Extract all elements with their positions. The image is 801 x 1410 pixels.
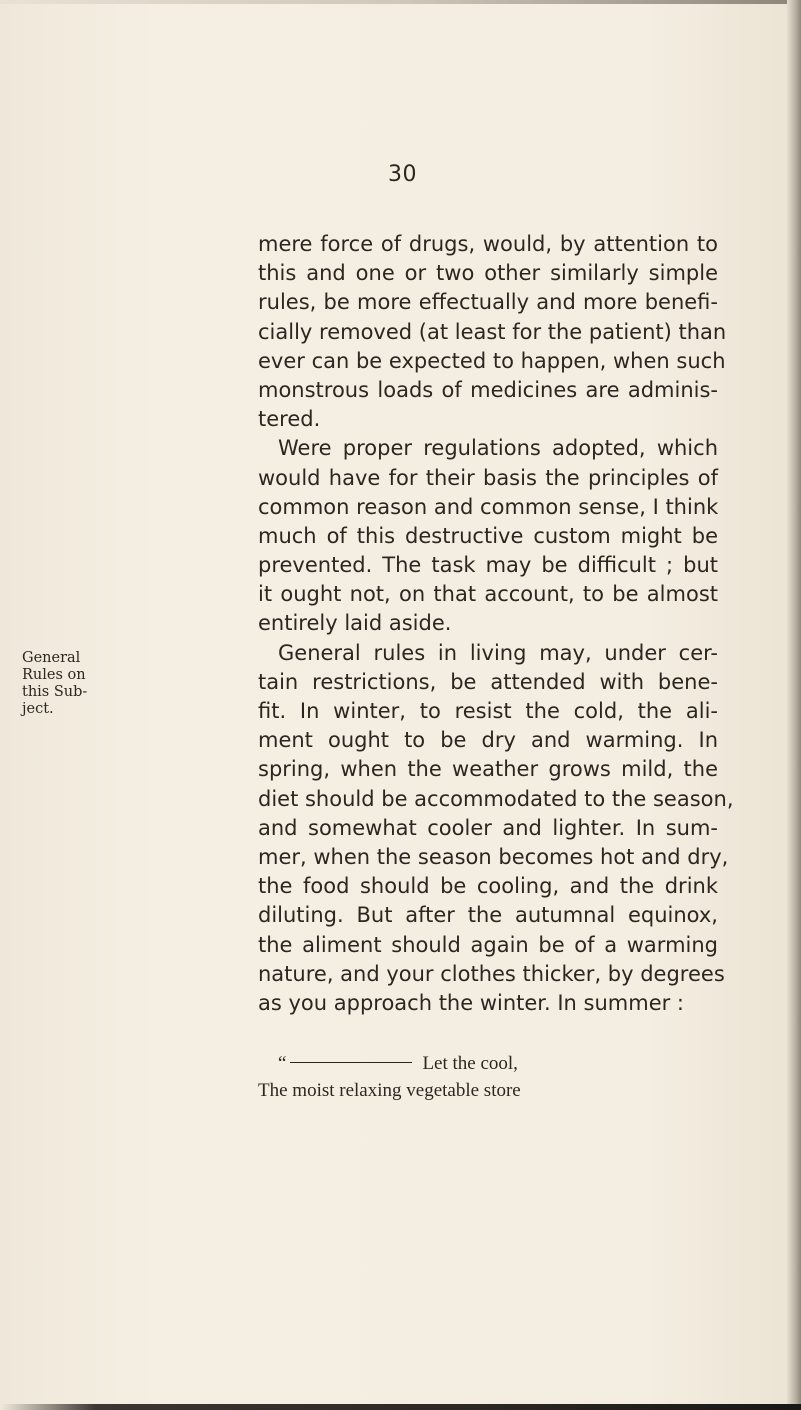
text-line: nature, and your clothes thicker, by degrees [258, 961, 725, 986]
text-line: diet should be accommodated to the season, [258, 786, 734, 811]
margin-note-line: ject. [22, 701, 54, 717]
text-line: the food should be cooling, and the drink [258, 874, 718, 899]
text-line: prevented. The task may be difficult ; but [258, 553, 718, 578]
margin-note-line: General [22, 650, 81, 666]
verse-line [258, 1050, 718, 1077]
verse-line: The moist relaxing vegetable store [258, 1080, 521, 1101]
margin-note-line: Rules on [22, 667, 86, 683]
text-line: tered. [258, 407, 321, 432]
text-line: much of this destructive custom might be [258, 523, 718, 548]
page-number: 30 [388, 162, 417, 187]
text-line: this and one or two other similarly simple [258, 261, 718, 286]
body-text [258, 230, 734, 1018]
text-line: fit. In winter, to resist the cold, the ali- [258, 699, 718, 723]
text-line: monstrous loads of medicines are adminis- [258, 377, 718, 402]
verse-dash-rule [290, 1062, 412, 1063]
text-line: it ought not, on that account, to be almost [258, 582, 718, 607]
text-line: and somewhat cooler and lighter. In sum- [258, 815, 718, 840]
text-line: as you approach the winter. In summer : [258, 990, 685, 1015]
page-binding-edge [787, 0, 801, 1410]
text-line: Were proper regulations adopted, which [278, 436, 718, 461]
text-line: tain restrictions, be attended with bene- [258, 669, 718, 694]
text-line: common reason and common sense, I think [258, 494, 719, 519]
top-edge-shadow [0, 0, 801, 4]
verse-line-text: Let the cool, [422, 1053, 518, 1074]
margin-note-line: this Sub- [22, 684, 88, 700]
margin-note [22, 650, 102, 718]
text-line: mer, when the season becomes hot and dry, [258, 844, 729, 869]
text-line: would have for their basis the principles of [258, 465, 718, 490]
text-line: the aliment should again be of a warming [258, 932, 718, 957]
bottom-edge-shadow [0, 1404, 801, 1410]
text-line: cially removed (at least for the patient) than [258, 319, 727, 344]
text-line: ment ought to be dry and warming. In [258, 728, 718, 753]
text-line: ever can be expected to happen, when such [258, 348, 726, 373]
text-line: rules, be more effectually and more benefi- [258, 290, 718, 315]
open-quote-mark: “ [278, 1053, 287, 1074]
text-line: mere force of drugs, would, by attention to [258, 232, 718, 256]
text-line: diluting. But after the autumnal equinox, [258, 903, 718, 928]
text-line: entirely laid aside. [258, 611, 452, 636]
text-line: spring, when the weather grows mild, the [258, 757, 718, 782]
text-line: General rules in living may, under cer- [278, 640, 718, 665]
verse-quote [258, 1050, 718, 1104]
